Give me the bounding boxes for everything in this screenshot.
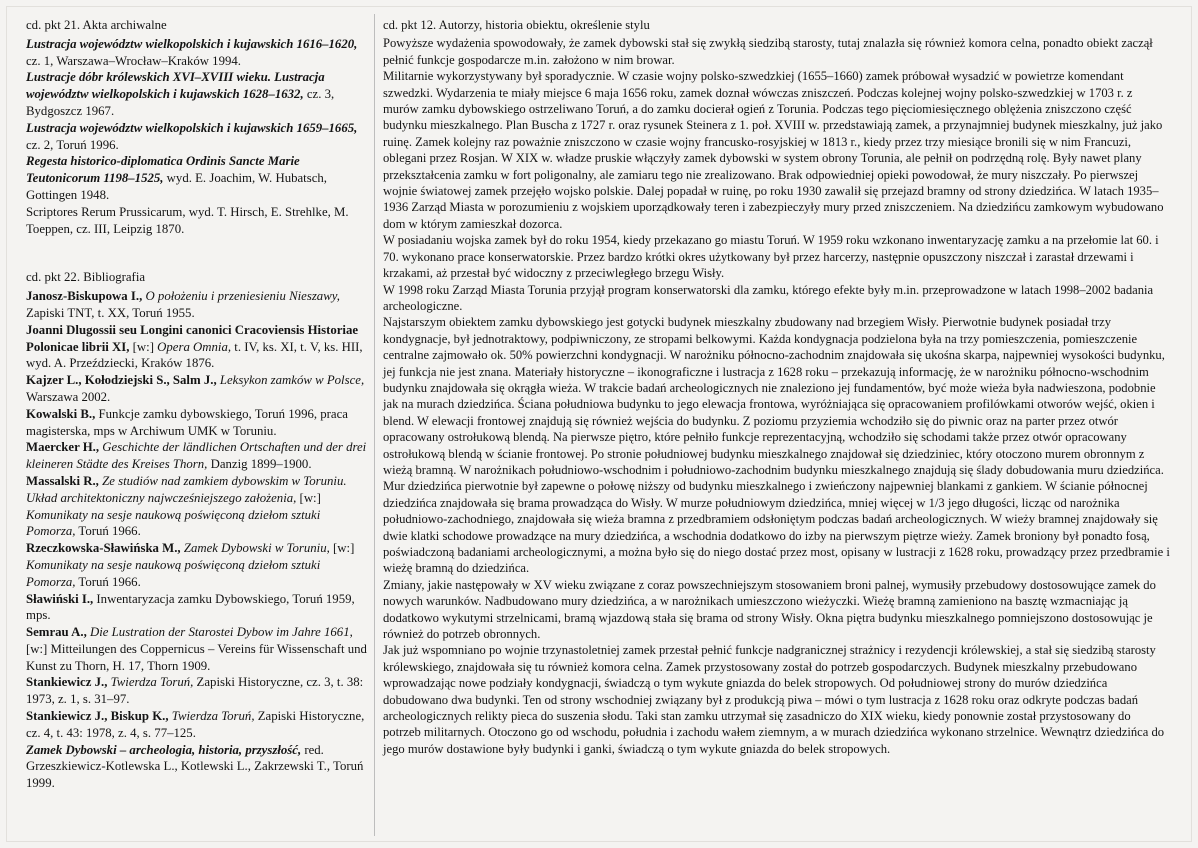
history-paragraph: W 1998 roku Zarząd Miasta Torunia przyjął program konserwatorski dla zamku, którego efekte były m.in. przeprowadzone w latach 1998–2002 badania archeologiczne. (383, 282, 1154, 313)
archive-entry: Lustracja województw wielkopolskich i kujawskich 1616–1620, cz. 1, Warszawa–Wrocław–Kraków 1994. (26, 36, 358, 68)
archive-entry: Scriptores Rerum Prussicarum, wyd. T. Hirsch, E. Strehlke, M. Toeppen, cz. III, Leipzig 1870. (26, 204, 349, 236)
section-title-bibliography: cd. pkt 22. Bibliografia (26, 270, 146, 285)
history-paragraph: Jak już wspomniano po wojnie trzynastoletniej zamek przestał pełnić funkcje nadgranicznej strażnicy i rezydencji królewskiej, a stał się siedzibą starosty królewskiego, znajdowała się tu również komora celna. Zamek przystosowany został do potrzeb gospodarczych. Budynek mieszkalny przebudowano wprowadzając nowe podziały kondygnacji, świadczą o tym wykute gniazda do belek stropowych. Od południowej strony do murów dziedzińca dobudowano dwa budynki. Ten od strony wschodniej związany był z produkcją piwa – mówi o tym lustracja z 1628 roku oraz odkryte podczas badań archeologicznych relikty pieca do suszenia słodu. Taki stan zamku utrzymał się zasadniczo do XIX wieku, kiedy ponownie został przystosowany do potrzeb militarnych. Otoczono go od wschodu, południa i zachodu wałem ziemnym, a w murach dziedzińca wykonano strzelnice. Wewnątrz dziedzińca do jego murów dostawione były budynki i ganki, świadczą o tym wykute gniazda do belek stropowych. (383, 643, 1165, 756)
bibliography-entry: Rzeczkowska-Sławińska M., Zamek Dybowski w Toruniu, [w:] Komunikaty na sesje naukową poświęconą dziełom sztuki Pomorza, Toruń 1966. (26, 541, 355, 589)
bibliography-entry: Janosz-Biskupowa I., O położeniu i przeniesieniu Nieszawy, Zapiski TNT, t. XX, Toruń 1955. (26, 289, 340, 320)
history-paragraph: Najstarszym obiektem zamku dybowskiego jest gotycki budynek mieszkalny zbudowany nad brzegiem Wisły. Pierwotnie budynek posiadał trzy kondygnacje, był jednotraktowy, podpiwniczony, ze stropami belkowymi. Każda kondygnacja podzielona była na trzy pomieszczenia, pomieszczenie centralne zajmowało ok. 50% powierzchni kondygnacji. W narożniku północno-zachodnim znajdowała się ukośna skarpa, najpewniej wysokości budynku, jej funkcja nie jest znana. Materiały historyczne – ikonograficzne i lustracja z 1628 roku – przekazują informację, że w narożniku północno-wschodnim budynku znajdowała się okrągła wieża. W trakcie badań archeologicznych nie znaleziono jej fundamentów, być może wieża była nadwieszona, podobnie jak na murach dziedzińca. Ściana południowa budynku to jego elewacja frontowa, wyróżniająca się opracowaniem profilówkami otworów wejść, okien i blend. W elewacji frontowej znajdują się również wejścia do budynku. Z poziomu przyziemia wchodziło się do piwnic oraz na parter przez otwór opracowany ostrołukową blendą. Na pierwsze piętro, które pełniło funkcje reprezentacyjną, wchodziło się schodami także przez otwór opracowany ostrołukową blendą w ścianie frontowej. Po stronie południowej budynku mieszkalnego znajdował się dziedziniec, który otoczono murem obronnym z wieżą bramną. W narożnikach południowo-wschodnim i południowo-zachodnim budynku mieszkalnego znajdują się ślady dobudowania muru dziedzińca. Mur dziedzińca pierwotnie był zapewne o połowę niższy od budynku mieszkalnego i zwieńczony najpewniej blankami z gankiem. W ścianie północnej dziedzińca znajdowała się brama prowadząca do Wisły. W murze południowym dziedzińca, mniej więcej w 1/3 jego długości, licząc od narożnika południowo-zachodniego, znajdowała się wieża bramna z przedbramiem odsłoniętym podczas badań archeologicznych. W wieży bramnej znajdowały się dwie klatki schodowe prowadzące na mury dziedzińca, a wschodnia dodatkowo do izby na pierwszym piętrze wieży. Zamek broniony był ponadto fosą, poświadczoną badaniami archeologicznymi, a można było się do niego dostać przez most, opisany w lustracji z 1628 roku, prowadzący przez przedbramie i wieżę bramną do dziedzińca. (383, 315, 1170, 576)
bibliography-entry: Kajzer L., Kołodziejski S., Salm J., Leksykon zamków w Polsce, Warszawa 2002. (26, 373, 365, 404)
bibliography-list (26, 288, 368, 792)
section-title-archives: cd. pkt 21. Akta archiwalne (26, 18, 167, 32)
archives-list (26, 36, 368, 238)
archive-entry: Regesta historico-diplomatica Ordinis Sancte Marie Teutonicorum 1198–1525, wyd. E. Joachim, W. Hubatsch, Gottingen 1948. (26, 154, 327, 202)
bibliography-entry: Sławiński I., Inwentaryzacja zamku Dybowskiego, Toruń 1959, mps. (26, 591, 355, 623)
section-title-history: cd. pkt 12. Autorzy, historia obiektu, określenie stylu (383, 18, 650, 32)
history-paragraph: Militarnie wykorzystywany był sporadycznie. W czasie wojny polsko-szwedzkiej (1655–1660) zamek próbował wysadzić w powietrze komendant szwedzki. Wydarzenia te miały miejsce 6 maja 1656 roku, zamek doznał wówczas zniszczeń. Podczas kolejnej wojny polsko-szwedzkiej w 1703 r. z murów zamku dybowskiego ostrzeliwano Toruń, a do zamku docierał ogień z Torunia. Podczas tego pięciomiesięcznego oblężenia zniszczono część budynku mieszkalnego. Plan Buscha z 1727 r. oraz rysunek Steinera z 1. poł. XVIII w. przedstawiają zamek, a przynajmniej budynek mieszkalny, już jako ruinę. Zamek kolejny raz poważnie zniszczono w czasie wojny francusko-rosyjskiej w 1813 r., kiedy przez trzy miesiące bronili się w nim Francuzi, oblegani przez Rosjan. W XIX w. władze pruskie włączyły zamek dybowski w system obrony Torunia, ale pełnił on podrzędną rolę. Były nawet plany przekształcenia zamku w fort poligonalny, ale zamiaru tego nie zrealizowano. Brak odpowiedniej opieki powodował, że mury niszczały. Po pierwszej wojnie światowej zamek przejęło wojsko polskie. Dalej popadał w ruinę, po roku 1930 zawalił się przejazd bramny od strony dziedzińca. W latach 1935–1936 Zarząd Miasta w porozumieniu z wojskiem uporządkowały teren i zabezpieczyły mury przed zniszczeniem. Na dziedzińcu zamkowym wybudowano dom w którym zamieszkał dozorca. (383, 69, 1164, 231)
history-paragraph: Powyższe wydażenia spowodowały, że zamek dybowski stał się zwykłą siedzibą starosty, tutaj znalazła się również komora celna, ponadto obiekt zaczął pełnić funkcje gospodarcze m.in. założono w nim browar. (383, 36, 1153, 67)
right-column (383, 17, 1171, 757)
bibliography-entry: Joanni Dlugossii seu Longini canonici Cracoviensis Historiae Polonicae librii XI, [w:] Opera Omnia, t. IV, ks. XI, t. V, ks. HII, wyd. A. Przeździecki, Kraków 1876. (26, 322, 363, 371)
history-paragraph: W posiadaniu wojska zamek był do roku 1954, kiedy przekazano go miastu Toruń. W 1959 roku wzkonano inwentaryzację zamku a na przełomie lat 60. i 70. wykonano prace konserwatorskie. Przez bardzo krótki okres użytkowany był przez harcerzy, następnie opuszczony niszczał i zarastał drzewami i krzakami, aż przestał być widoczny z przeciwległego brzegu Wisły. (383, 233, 1159, 281)
archive-entry: Lustracje dóbr królewskich XVI–XVIII wieku. Lustracja województw wielkopolskich i kujawskich 1628–1632, cz. 3, Bydgoszcz 1967. (26, 70, 335, 118)
archive-entry: Lustracja województw wielkopolskich i kujawskich 1659–1665, cz. 2, Toruń 1996. (26, 120, 358, 152)
bibliography-entry: Zamek Dybowski – archeologia, historia, przyszłość, red. Grzeszkiewicz-Kotlewska L., Kotlewski L., Zakrzewski T., Toruń 1999. (26, 742, 364, 791)
bibliography-entry: Semrau A., Die Lustration der Starostei Dybow im Jahre 1661, [w:] Mitteilungen des Coppernicus – Vereins für Wissenschaft und Kunst zu Thorn, H. 17, Thorn 1909. (26, 625, 367, 673)
column-divider (374, 14, 375, 836)
left-column (26, 17, 368, 792)
bibliography-entry: Massalski R., Ze studiów nad zamkiem dybowskim w Toruniu. Układ architektoniczny najwcześniejszego założenia, [w:] Komunikaty na sesje naukową poświęconą dziełom sztuki Pomorza, Toruń 1966. (26, 473, 347, 539)
history-paragraph: Zmiany, jakie następowały w XV wieku związane z coraz powszechniejszym stosowaniem broni palnej, wymusiły przebudowy dostosowujące zamek do nowych warunków. Nadbudowano mury dziedzińca, a w narożnikach umieszczono wieżyczki. Wieżę bramną zamieniono na basztę wzmacniając ją dodatkowo wykutymi strzelnicami, bramą wjazdową stała się brama od strony Wisły. Okna piętra budynku mieszkalnego pomniejszono dostosowując je również do potrzeb obronnych. (383, 577, 1156, 642)
bibliography-entry: Maercker H., Geschichte der ländlichen Ortschaften und der drei kleineren Städte des Kreises Thorn, Danzig 1899–1900. (26, 440, 367, 472)
bibliography-entry: Stankiewicz J., Twierdza Toruń, Zapiski Historyczne, cz. 3, t. 38: 1973, z. 1, s. 31–97. (26, 675, 364, 707)
bibliography-entry: Stankiewicz J., Biskup K., Twierdza Toruń, Zapiski Historyczne, cz. 4, t. 43: 1978, z. 4, s. 77–125. (26, 709, 365, 740)
bibliography-entry: Kowalski B., Funkcje zamku dybowskiego, Toruń 1996, praca magisterska, mps w Archiwum UMK w Toruniu. (26, 406, 348, 438)
